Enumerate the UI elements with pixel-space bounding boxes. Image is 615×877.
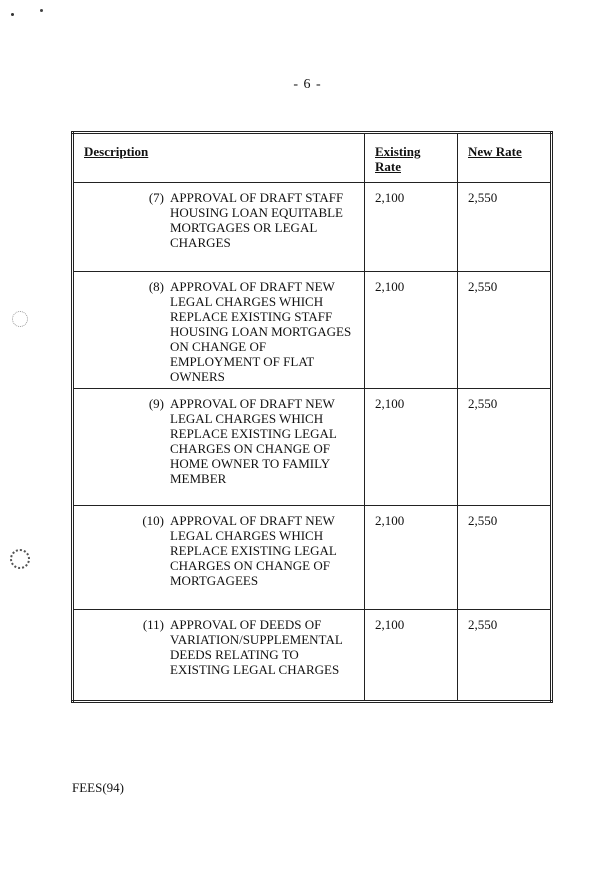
item-number: (8) <box>148 279 164 294</box>
description-cell <box>73 389 365 506</box>
existing-rate-cell: 2,100 <box>365 389 458 506</box>
new-rate-cell: 2,550 <box>458 183 552 272</box>
document-code: FEES(94) <box>72 780 124 795</box>
page-number: - 6 - <box>293 77 322 92</box>
existing-rate-cell: 2,100 <box>365 183 458 272</box>
item-number: (9) <box>148 396 164 411</box>
new-rate-cell: 2,550 <box>458 272 552 389</box>
table-row <box>73 389 552 506</box>
item-description: APPROVAL OF DRAFT NEW LEGAL CHARGES WHICH REPLACE EXISTING LEGAL CHARGES ON CHANGE OF HOME OWNER TO FAMILY MEMBER <box>170 396 337 486</box>
scan-speck <box>40 9 43 12</box>
table-row <box>73 610 552 702</box>
table-row <box>73 183 552 272</box>
item-number: (7) <box>148 190 164 205</box>
punch-hole-mark <box>12 311 28 327</box>
table-row <box>73 272 552 389</box>
description-header: Description <box>73 133 365 183</box>
fees-table <box>71 131 553 703</box>
new-rate-header: New Rate <box>458 133 552 183</box>
new-rate-cell: 2,550 <box>458 389 552 506</box>
table-header-row <box>73 133 552 183</box>
existing-rate-header: Existing Rate <box>365 133 458 183</box>
punch-hole-mark <box>10 549 30 569</box>
item-number: (10) <box>142 513 164 528</box>
existing-rate-cell: 2,100 <box>365 272 458 389</box>
new-rate-cell: 2,550 <box>458 610 552 702</box>
item-description: APPROVAL OF DRAFT NEW LEGAL CHARGES WHICH REPLACE EXISTING LEGAL CHARGES ON CHANGE OF MORTGAGEES <box>170 513 337 588</box>
item-number: (11) <box>142 617 164 632</box>
table-row <box>73 506 552 610</box>
description-cell <box>73 506 365 610</box>
new-rate-cell: 2,550 <box>458 506 552 610</box>
description-cell <box>73 610 365 702</box>
item-description: APPROVAL OF DEEDS OF VARIATION/SUPPLEMENTAL DEEDS RELATING TO EXISTING LEGAL CHARGES <box>170 617 343 677</box>
scan-speck <box>11 13 14 16</box>
item-description: APPROVAL OF DRAFT STAFF HOUSING LOAN EQUITABLE MORTGAGES OR LEGAL CHARGES <box>170 190 344 250</box>
existing-rate-cell: 2,100 <box>365 506 458 610</box>
item-description: APPROVAL OF DRAFT NEW LEGAL CHARGES WHICH REPLACE EXISTING STAFF HOUSING LOAN MORTGAGES ON CHANGE OF EMPLOYMENT OF FLAT OWNERS <box>170 279 352 384</box>
description-cell <box>73 272 365 389</box>
description-cell <box>73 183 365 272</box>
existing-rate-cell: 2,100 <box>365 610 458 702</box>
